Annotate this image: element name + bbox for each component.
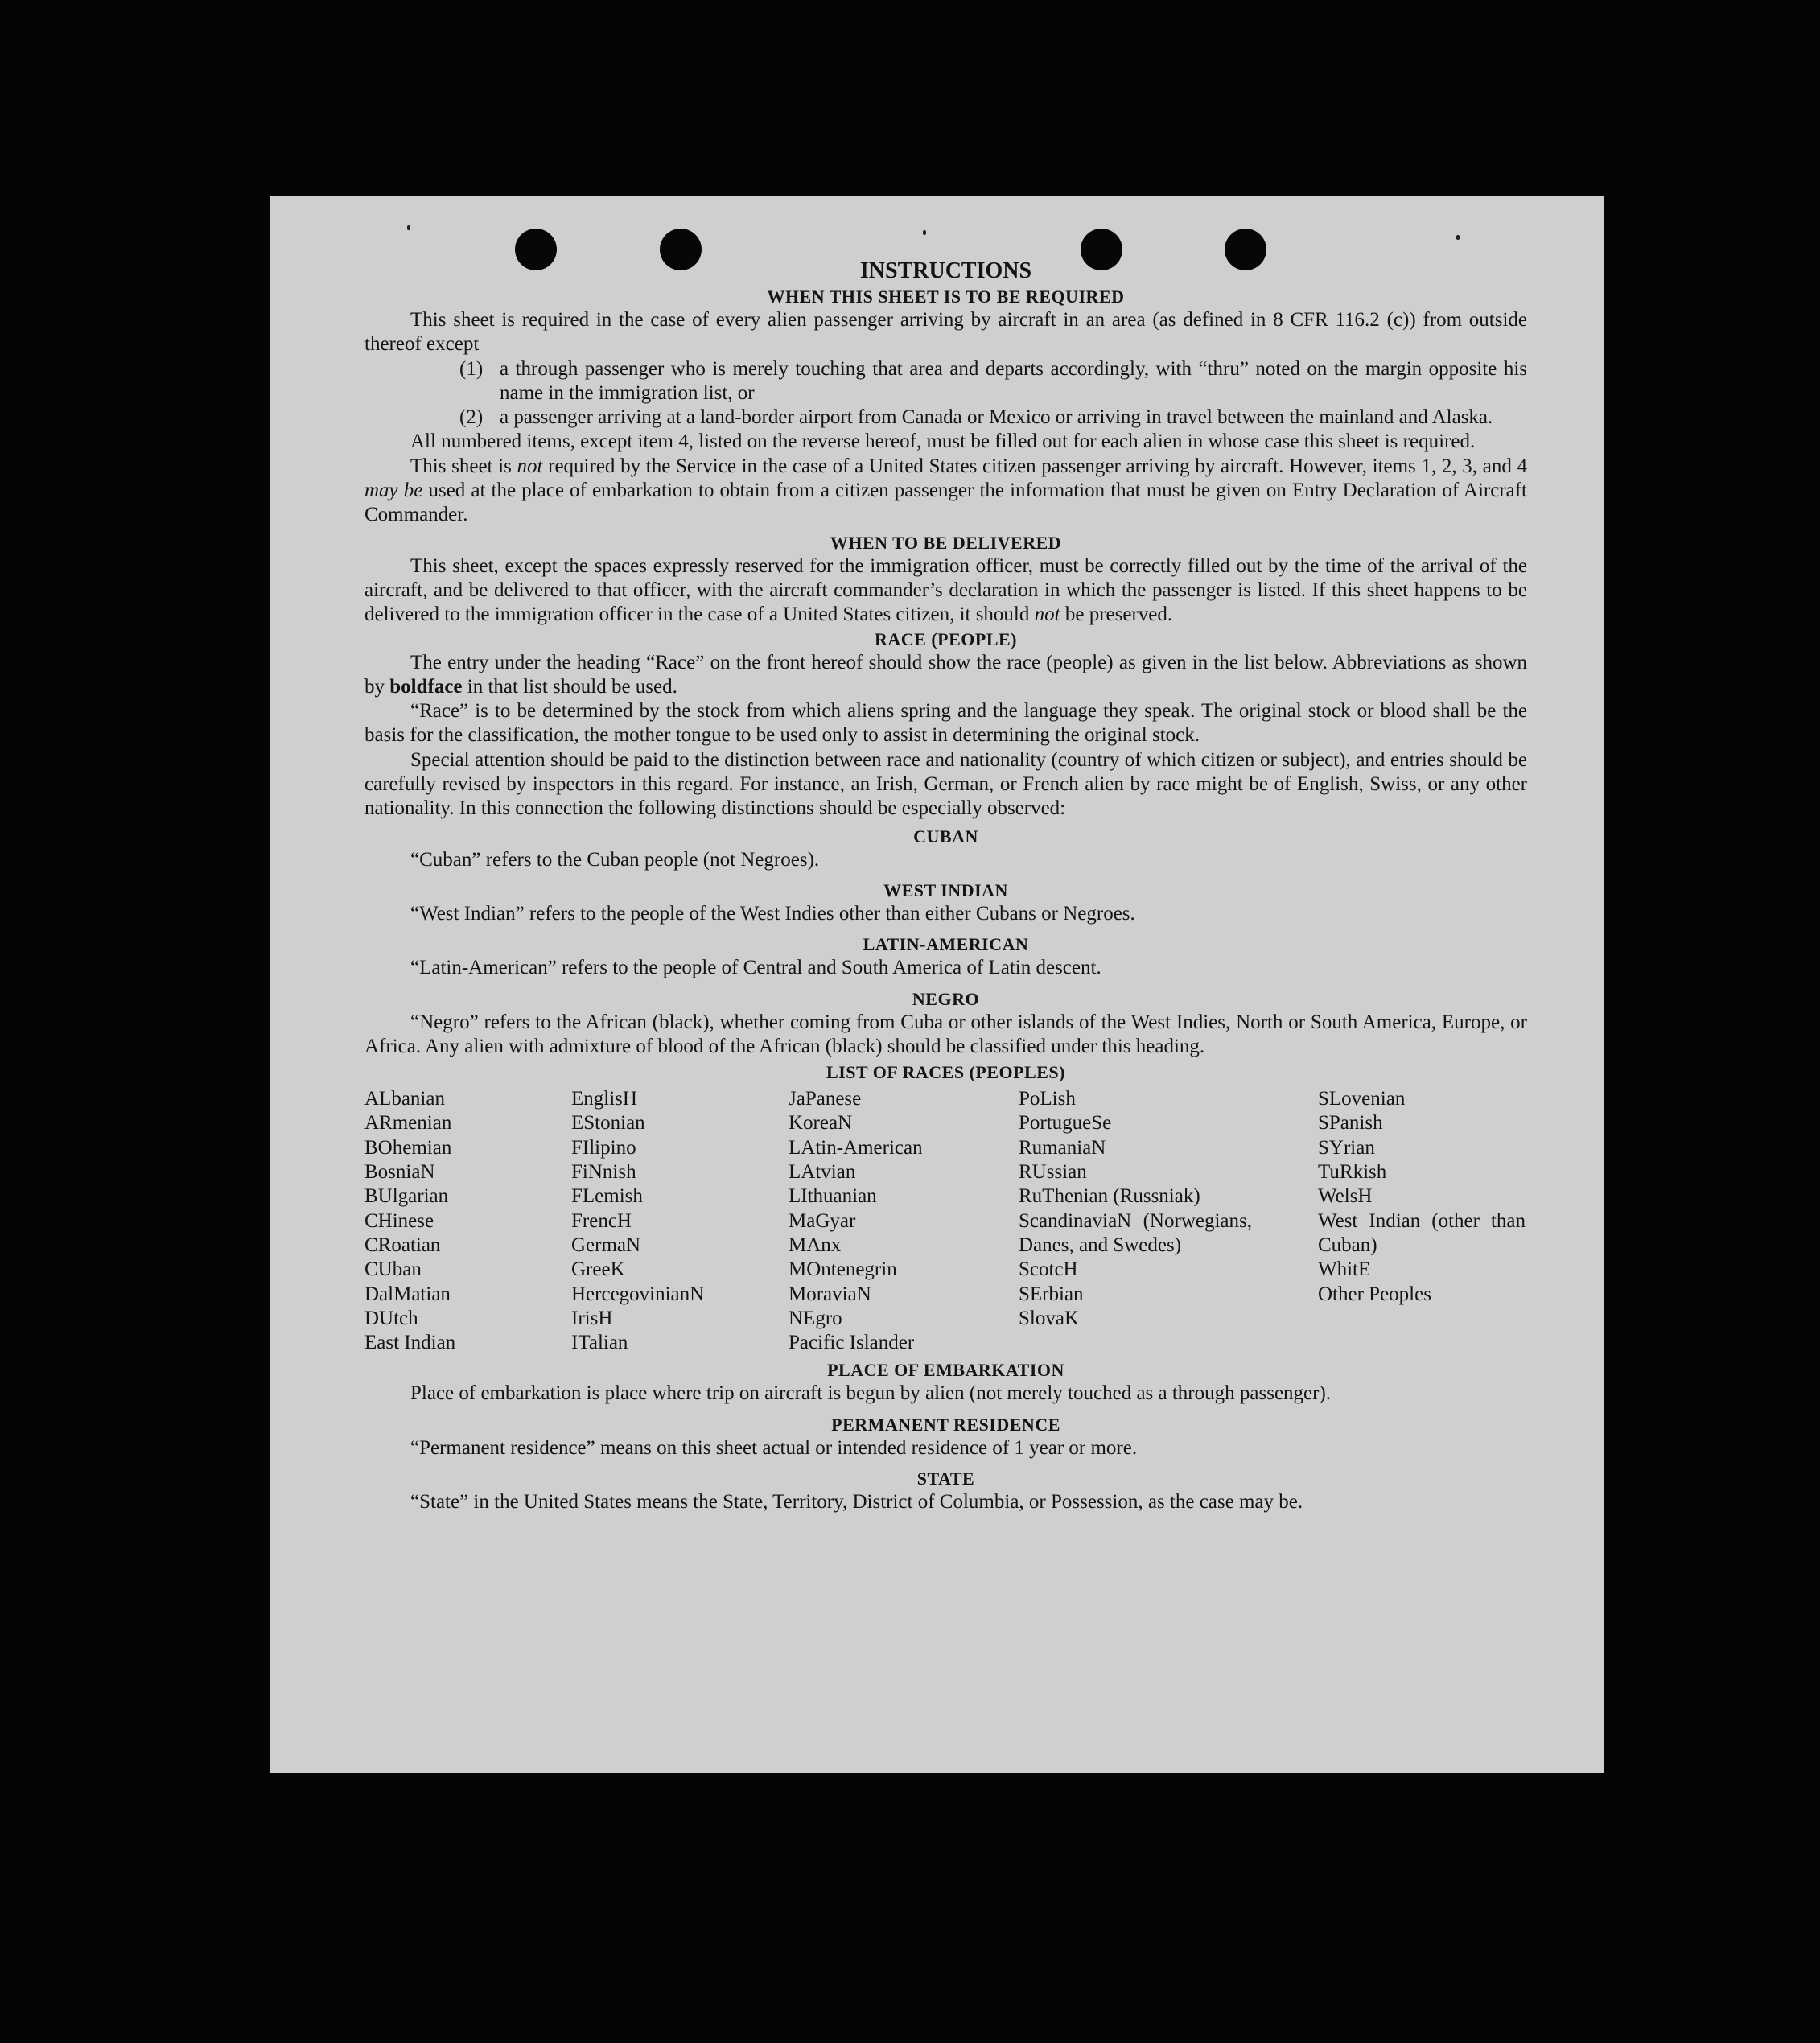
negro-text: “Negro” refers to the African (black), whether coming from Cuba or other islands of the West Indies, North or South America, Europe, or Africa. Any alien with admixture of blood of the African (black) should be classified under this heading. — [364, 1011, 1527, 1057]
list-of-races — [364, 1087, 1527, 1355]
heading-cuban: CUBAN — [913, 826, 978, 846]
permanent-residence-text: “Permanent residence” means on this sheet actual or intended residence of 1 year or more. — [410, 1436, 1138, 1459]
cuban-text: “Cuban” refers to the Cuban people (not Negroes). — [410, 848, 820, 871]
race-entry: SPanish — [1318, 1112, 1383, 1135]
race-entry: ARmenian — [364, 1112, 452, 1135]
latin-american-text: “Latin-American” refers to the people of Central and South America of Latin descent. — [410, 957, 1101, 979]
race-entry: BosniaN — [364, 1161, 435, 1184]
race-entry: RuThenian (Russniak) — [1019, 1185, 1200, 1208]
place-of-embarkation-text: Place of embarkation is place where trip on aircraft is begun by alien (not merely touched as a through passenger). — [410, 1382, 1332, 1405]
race-entry: PortugueSe — [1019, 1112, 1112, 1135]
race-entry: HercegovinianN — [571, 1283, 705, 1305]
race-entry: PoLish — [1019, 1088, 1076, 1110]
west-indian-text: “West Indian” refers to the people of the West Indies other than either Cubans or Negroes. — [410, 902, 1135, 925]
heading-state: STATE — [916, 1468, 975, 1489]
item-text: a through passenger who is merely touching that area and departs accordingly, with “thru” noted on the margin opposite his name in the immigration list, or — [500, 357, 1527, 404]
races-column-2 — [571, 1087, 789, 1355]
item-number: (1) — [459, 357, 484, 380]
race-entry: EStonian — [571, 1112, 645, 1135]
speck — [923, 230, 926, 235]
instructions-content — [364, 257, 1527, 1514]
race-entry: GreeK — [571, 1258, 625, 1281]
race-entry: KoreaN — [789, 1112, 853, 1135]
race-entry: MoraviaN — [789, 1283, 871, 1305]
race-entry: TuRkish — [1318, 1161, 1387, 1184]
state-text: “State” in the United States means the State, Territory, District of Columbia, or Possession, as the case may be. — [410, 1490, 1303, 1513]
exception-item-1 — [459, 357, 1527, 406]
heading-west-indian: WEST INDIAN — [883, 879, 1008, 900]
race-entry: East Indian — [364, 1332, 456, 1354]
race-entry: WhitE — [1318, 1258, 1371, 1281]
races-column-3 — [789, 1087, 1019, 1355]
race-entry: FrencH — [571, 1209, 632, 1232]
race-entry: WelsH — [1318, 1185, 1373, 1208]
race-entry: IrisH — [571, 1307, 613, 1329]
race-entry: DUtch — [364, 1307, 418, 1329]
race-entry: SlovaK — [1019, 1307, 1079, 1329]
race-entry: SErbian — [1019, 1283, 1084, 1305]
race-entry: FLemish — [571, 1185, 643, 1208]
heading-list-of-races: LIST OF RACES (PEOPLES) — [826, 1062, 1065, 1083]
heading-when-delivered: WHEN TO BE DELIVERED — [830, 532, 1062, 553]
document-sheet — [270, 196, 1604, 1773]
race-entry: LAtvian — [789, 1161, 856, 1184]
races-column-1 — [364, 1087, 571, 1355]
heading-negro: NEGRO — [912, 988, 980, 1009]
race-entry: ITalian — [571, 1332, 628, 1354]
race-entry: Other Peoples — [1318, 1283, 1431, 1305]
race-entry: DalMatian — [364, 1283, 451, 1305]
race-entry: NEgro — [789, 1307, 842, 1329]
exception-item-2 — [459, 406, 1527, 430]
page-title: INSTRUCTIONS — [859, 258, 1032, 283]
race-entry: LAtin-American — [789, 1136, 923, 1159]
race-entry: GermaN — [571, 1234, 641, 1256]
heading-when-required: WHEN THIS SHEET IS TO BE REQUIRED — [767, 286, 1125, 307]
heading-place-of-embarkation: PLACE OF EMBARKATION — [827, 1360, 1064, 1381]
race-entry: SLovenian — [1318, 1088, 1406, 1110]
race-entry: CRoatian — [364, 1234, 441, 1256]
when-delivered-text: This sheet, except the spaces expressly reserved for the immigration officer, must be correctly filled out by the time of the arrival of the aircraft, and be delivered to that officer, with the aircraft commander’s declaration in which the passenger is listed. If this sheet happens to be delivered to the immigration officer in the case of a United States citizen, it should not be preserved. — [364, 554, 1527, 626]
race-entry: JaPanese — [789, 1088, 862, 1110]
race-entry: ScotcH — [1019, 1258, 1078, 1281]
race-entry: LIthuanian — [789, 1185, 877, 1208]
race-entry: CUban — [364, 1258, 422, 1281]
race-entry: SYrian — [1318, 1136, 1375, 1159]
speck — [1456, 235, 1460, 240]
race-para3: Special attention should be paid to the distinction between race and nationality (country of which citizen or subject), and entries should be carefully revised by inspectors in this regard. For instance, an Irish, German, or French alien by race might be of English, Swiss, or any other nationality. In this connection the following distinctions should be especially observed: — [364, 748, 1527, 820]
race-entry: BOhemian — [364, 1136, 452, 1159]
heading-permanent-residence: PERMANENT RESIDENCE — [831, 1414, 1060, 1435]
race-para2: “Race” is to be determined by the stock from which aliens spring and the language they speak. The original stock or blood shall be the basis for the classification, the mother tongue to be used only to assist in determining the original stock. — [364, 700, 1527, 747]
item-number: (2) — [459, 406, 484, 429]
heading-latin-american: LATIN-AMERICAN — [863, 934, 1029, 955]
races-column-4 — [1019, 1087, 1318, 1355]
when-required-para2: All numbered items, except item 4, listed on the reverse hereof, must be filled out for each alien in whose case this sheet is required. — [410, 430, 1476, 453]
race-entry: ALbanian — [364, 1088, 445, 1110]
speck — [407, 225, 410, 230]
race-entry: MAnx — [789, 1234, 842, 1256]
heading-race: RACE (PEOPLE) — [875, 628, 1017, 649]
race-entry: FIlipino — [571, 1136, 636, 1159]
item-text: a passenger arriving at a land-border airport from Canada or Mexico or arriving in travel between the mainland and Alaska. — [500, 406, 1493, 429]
when-required-intro: This sheet is required in the case of every alien passenger arriving by aircraft in an area (as defined in 8 CFR 116.2 (c)) from outside thereof except — [364, 309, 1527, 356]
races-column-5 — [1318, 1087, 1527, 1355]
race-entry: ScandinaviaN (Norwegians, Danes, and Swedes) — [1019, 1209, 1252, 1256]
race-entry: MOntenegrin — [789, 1258, 897, 1281]
race-entry: RumaniaN — [1019, 1136, 1106, 1159]
race-entry: Pacific Islander — [789, 1332, 915, 1354]
race-para1: The entry under the heading “Race” on the front hereof should show the race (people) as given in the list below. Abbreviations as shown by boldface in that list should be used. — [364, 651, 1527, 698]
race-entry: BUlgarian — [364, 1185, 449, 1208]
when-required-para3: This sheet is not required by the Service in the case of a United States citizen passenger arriving by aircraft. However, items 1, 2, 3, and 4 may be used at the place of embarkation to obtain from a citizen passenger the information that must be given on Entry Declaration of Aircraft Commander. — [364, 455, 1528, 526]
race-entry: West Indian (other than Cuban) — [1318, 1209, 1526, 1256]
race-entry: RUssian — [1019, 1161, 1087, 1184]
race-entry: EnglisH — [571, 1088, 637, 1110]
race-entry: CHinese — [364, 1209, 434, 1232]
race-entry: FiNnish — [571, 1161, 636, 1184]
race-entry: MaGyar — [789, 1209, 856, 1232]
